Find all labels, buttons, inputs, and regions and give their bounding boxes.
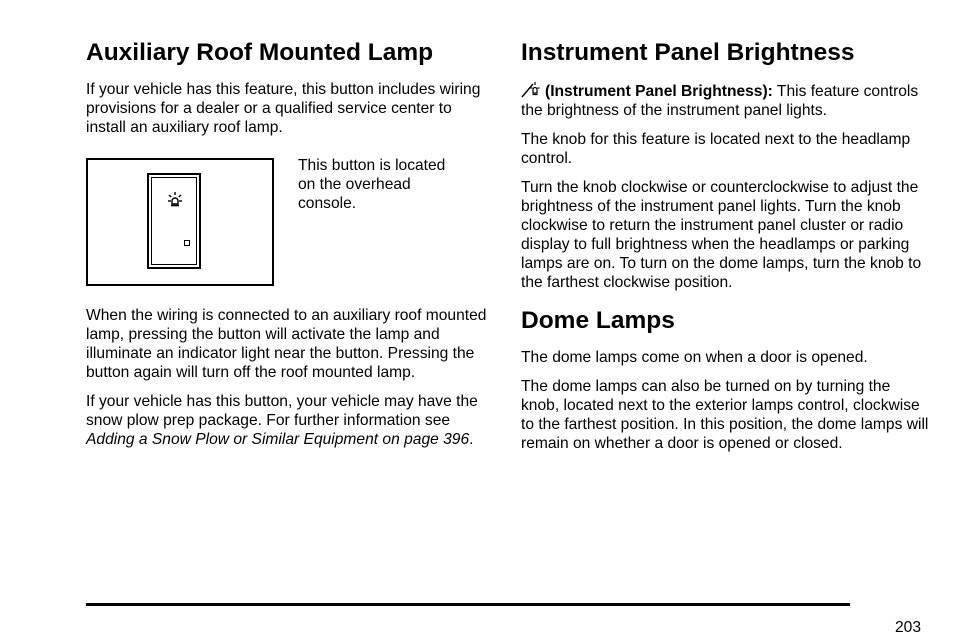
knob-location-paragraph: The knob for this feature is located next to the headlamp control.	[521, 130, 911, 167]
section-heading-instrument-panel-brightness: Instrument Panel Brightness	[521, 39, 855, 66]
brightness-icon	[521, 82, 541, 98]
page-number: 203	[895, 619, 922, 636]
roof-lamp-switch	[147, 173, 201, 269]
figure-row	[86, 158, 492, 286]
snow-plow-text: If your vehicle has this button, your vehicle may have the snow plow prep package. For further information see	[86, 392, 478, 429]
lamp-icon	[168, 192, 182, 208]
indicator-light	[184, 240, 190, 246]
snow-plow-paragraph	[86, 392, 492, 449]
snow-plow-reference-link[interactable]: Adding a Snow Plow or Similar Equipment on page 396	[86, 430, 470, 448]
ipb-description: This feature controls the brightness of the instrument panel lights.	[521, 82, 919, 119]
figure-caption-text: This button is located on the overhead console.	[298, 156, 446, 212]
section-heading-dome-lamps: Dome Lamps	[521, 306, 675, 334]
intro-paragraph: If your vehicle has this feature, this button includes wiring provisions for a dealer or a qualified service center to install an auxiliary roof lamp.	[86, 80, 481, 136]
ipb-paragraph	[521, 80, 931, 120]
ipb-label: (Instrument Panel Brightness):	[545, 82, 773, 100]
roof-lamp-button-figure	[86, 158, 274, 286]
knob-turn-paragraph: Turn the knob clockwise or counterclockwise to adjust the brightness of the instrument panel lights. Turn the knob clockwise to return the instrument panel cluster or radio display to full brightness when the headlamps or parking lamps are on. To turn on the dome lamps, turn the knob to the farthest clockwise position.	[521, 178, 922, 291]
figure-caption	[298, 158, 448, 286]
wiring-paragraph: When the wiring is connected to an auxiliary roof mounted lamp, pressing the button will activate the lamp and illuminate an indicator light near the button. Pressing the button again will turn off the roof mounted lamp.	[86, 306, 487, 381]
dome-lamps-paragraph-2: The dome lamps can also be turned on by turning the knob, located next to the exterior lamps control, clockwise to the farthest position. In this position, the dome lamps will remain on whether a door is opened or closed.	[521, 377, 929, 452]
section-heading-auxiliary-roof-lamp: Auxiliary Roof Mounted Lamp	[86, 39, 434, 66]
switch-face	[151, 177, 197, 265]
snow-plow-suffix: .	[469, 430, 474, 448]
left-column	[86, 40, 492, 459]
dome-lamps-paragraph-1: The dome lamps come on when a door is opened.	[521, 348, 868, 366]
footer-rule	[86, 603, 850, 606]
right-column	[521, 40, 931, 463]
